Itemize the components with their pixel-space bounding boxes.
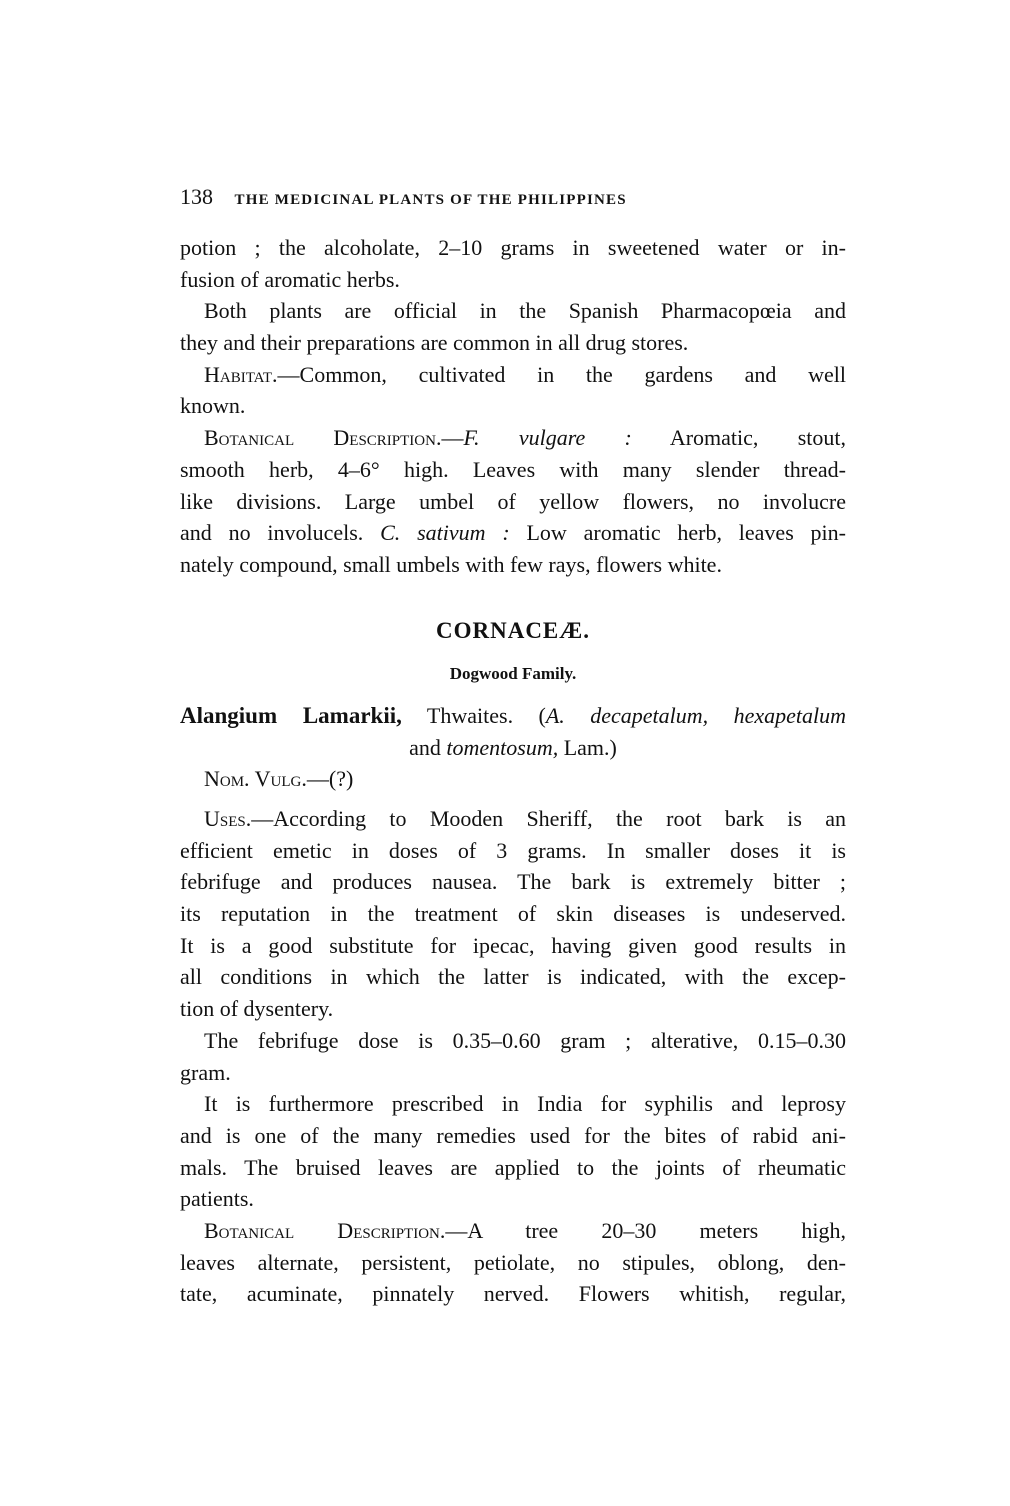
text-span: febrifuge and produces nausea. The bark is extremely bitter ;: [180, 869, 846, 895]
text-span: —According to Mooden Sheriff, the root bark is an: [251, 806, 846, 831]
text-span: known.: [180, 393, 246, 419]
text-span: potion ; the alcoholate, 2–10 grams in sweetened water or in-: [180, 235, 846, 260]
text-line: [180, 327, 846, 359]
text-span: like divisions. Large umbel of yellow flowers, no involucre: [180, 488, 846, 514]
section-label: Habitat.: [204, 361, 278, 387]
running-title: THE MEDICINAL PLANTS OF THE PHILIPPINES: [234, 192, 627, 208]
text-line: [180, 232, 846, 264]
text-line: [180, 422, 846, 454]
text-line: [180, 295, 846, 327]
text-line: [180, 1025, 846, 1057]
text-span: —(?): [306, 766, 354, 792]
text-span: Thwaites. (: [401, 703, 546, 728]
text-line: [180, 700, 846, 732]
family-heading: CORNACEÆ.: [435, 618, 591, 643]
text-span: —: [441, 425, 464, 451]
text-span: tion of dysentery.: [180, 996, 334, 1022]
text-span: and no involucels.: [180, 520, 381, 546]
text-block-fennel-coriander: [180, 232, 846, 581]
text-line: [180, 1183, 846, 1215]
text-span: nately compound, small umbels with few rays, flowers white.: [180, 551, 722, 577]
text-span: and: [409, 734, 447, 760]
text-span: its reputation in the treatment of skin diseases is undeserved.: [180, 901, 846, 927]
text-line: [180, 1215, 846, 1247]
species-name: Alangium Lamarkii,: [180, 703, 402, 728]
text-span: Low aromatic herb, leaves pin-: [509, 520, 846, 546]
text-line: [180, 1152, 846, 1184]
text-span: Aromatic, stout,: [631, 425, 846, 451]
italic-text: F. vulgare :: [463, 425, 632, 451]
text-span: and is one of the many remedies used for the bites of rabid ani-: [180, 1122, 846, 1148]
page-number: 138: [180, 184, 213, 209]
text-span: they and their preparations are common in all drug stores.: [180, 330, 689, 356]
text-span: It is furthermore prescribed in India for syphilis and leprosy: [204, 1091, 846, 1117]
text-line: [180, 961, 846, 993]
text-span: —Common, cultivated in the gardens and well: [277, 361, 846, 387]
text-line: [180, 454, 846, 486]
running-header: [180, 183, 846, 214]
text-line: [180, 993, 846, 1025]
text-span: gram.: [180, 1059, 231, 1085]
text-block-alangium: [180, 803, 846, 1310]
text-line: [180, 930, 846, 962]
species-heading-block: [180, 700, 846, 795]
text-line: [180, 732, 846, 764]
italic-text: C. sativum :: [380, 520, 510, 546]
section-label: Nom. Vulg.: [204, 766, 307, 792]
text-line: [180, 264, 846, 296]
text-span: all conditions in which the latter is indicated, with the excep-: [180, 964, 846, 990]
text-line: [180, 486, 846, 518]
text-span: fusion of aromatic herbs.: [180, 266, 400, 292]
text-line: [180, 549, 846, 581]
text-line: [180, 1120, 846, 1152]
section-label: Botanical Description.: [204, 425, 442, 451]
text-span: mals. The bruised leaves are applied to the joints of rheumatic: [180, 1154, 846, 1180]
italic-text: A. decapetalum, hexapetalum: [545, 703, 846, 728]
section-label: Uses.: [204, 806, 252, 831]
text-span: efficient emetic in doses of 3 grams. In smaller doses it is: [180, 837, 846, 863]
text-span: tate, acuminate, pinnately nerved. Flowers whitish, regular,: [180, 1281, 846, 1307]
text-line: [180, 803, 846, 835]
text-span: smooth herb, 4–6° high. Leaves with many slender thread-: [180, 456, 846, 482]
text-span: —A tree 20–30 meters high,: [445, 1217, 846, 1243]
italic-text: tomentosum,: [446, 734, 559, 760]
text-line: [180, 763, 846, 795]
text-span: Both plants are official in the Spanish Pharmacopœia and: [204, 298, 846, 324]
text-span: Lam.): [558, 734, 617, 760]
text-line: [180, 835, 846, 867]
text-span: The febrifuge dose is 0.35–0.60 gram ; alterative, 0.15–0.30: [204, 1027, 846, 1053]
text-line: [180, 1278, 846, 1310]
text-line: [180, 1088, 846, 1120]
text-line: [180, 898, 846, 930]
text-line: [180, 1247, 846, 1279]
text-span: It is a good substitute for ipecac, having given good results in: [180, 932, 846, 958]
text-line: [180, 517, 846, 549]
text-line: [180, 866, 846, 898]
text-line: [180, 390, 846, 422]
section-label: Botanical Description.: [204, 1217, 446, 1243]
text-span: patients.: [180, 1186, 254, 1212]
family-common-name: Dogwood Family.: [449, 664, 577, 683]
text-line: [180, 359, 846, 391]
text-line: [180, 1057, 846, 1089]
text-span: leaves alternate, persistent, petiolate, no stipules, oblong, den-: [180, 1249, 846, 1275]
